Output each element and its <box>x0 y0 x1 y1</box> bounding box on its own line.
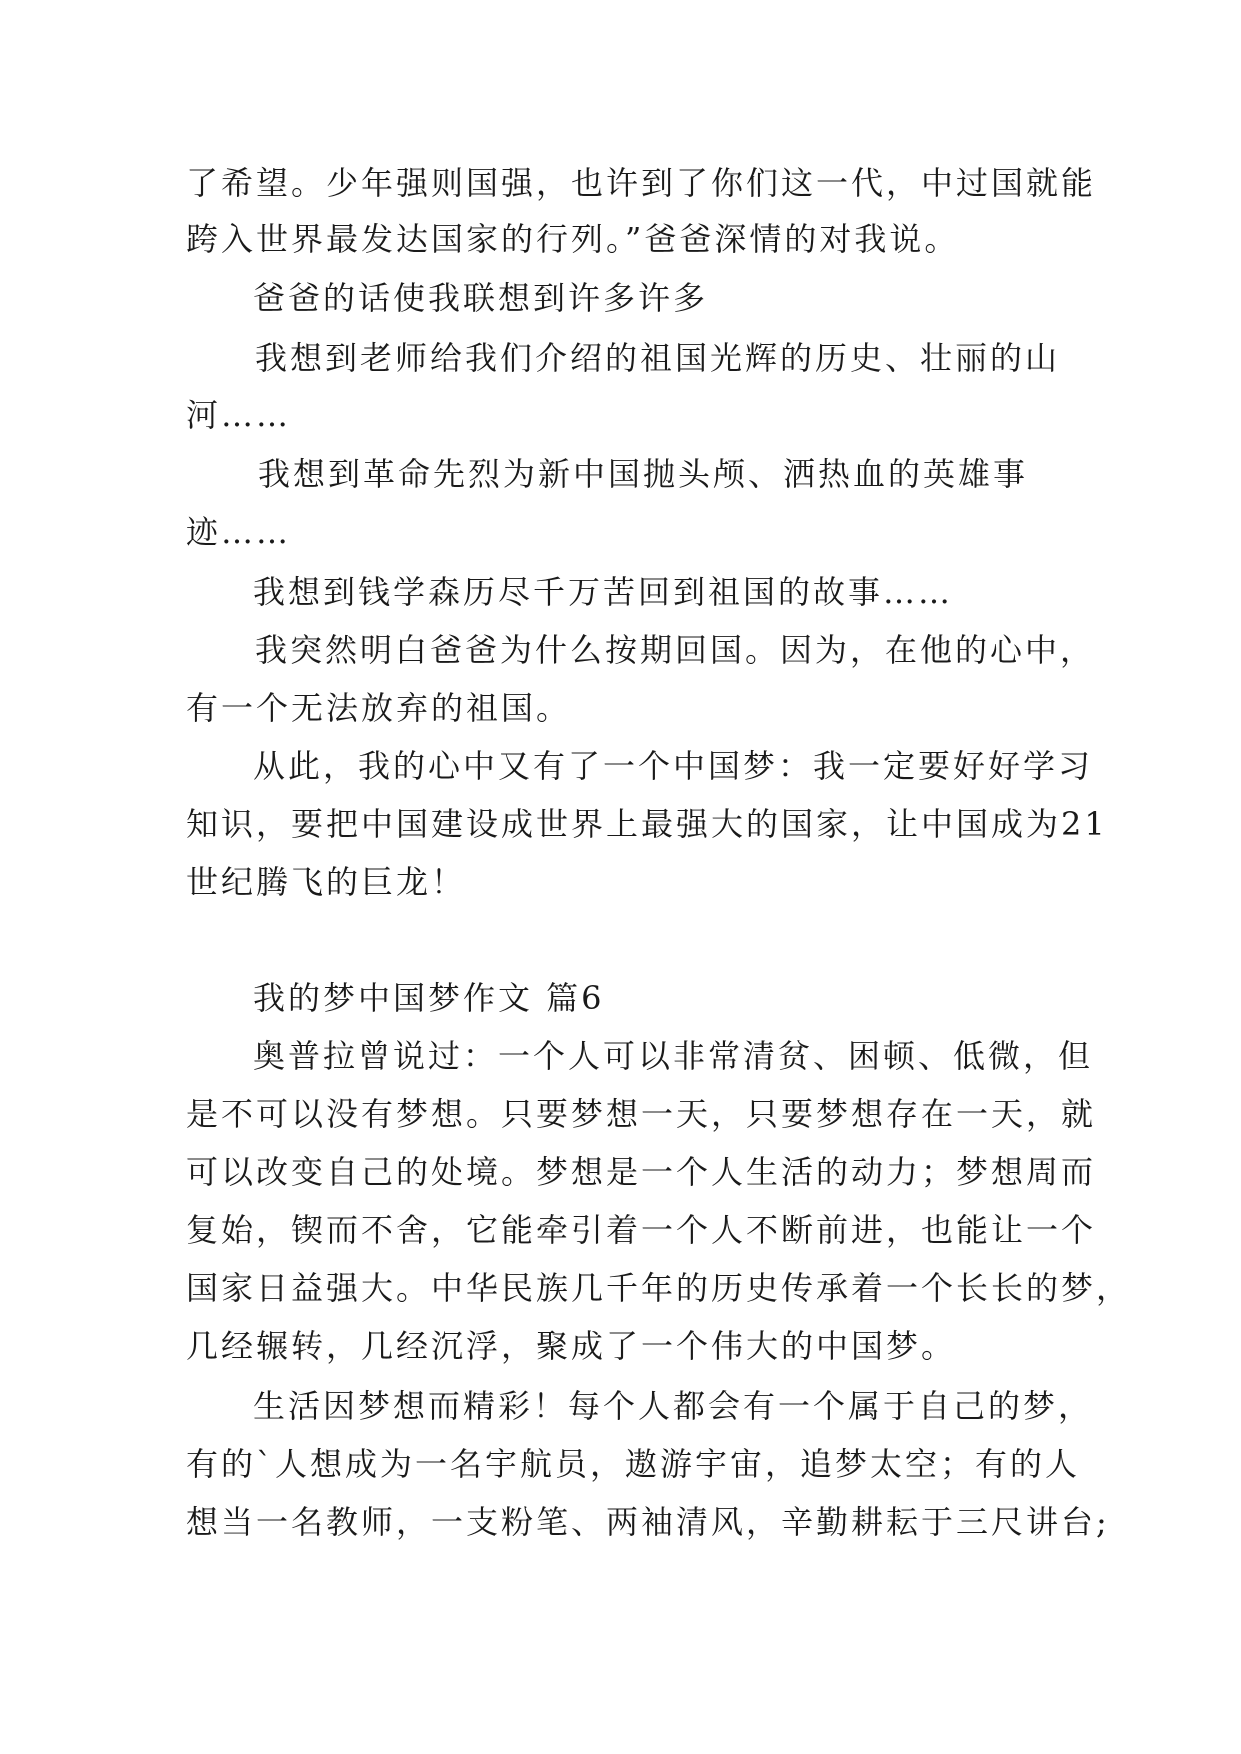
text-line: 迹…… <box>186 513 292 551</box>
text-line: 爸爸的话使我联想到许多许多 <box>253 279 709 317</box>
text-line: 复始，锲而不舍，它能牵引着一个人不断前进，也能让一个 <box>186 1211 1097 1249</box>
text-line: 有一个无法放弃的祖国。 <box>186 689 572 727</box>
text-line: 想当一名教师，一支粉笔、两袖清风，辛勤耕耘于三尺讲台; <box>186 1503 1110 1541</box>
text-line: 世纪腾飞的巨龙！ <box>186 863 467 901</box>
text-line: 我想到钱学森历尽千万苦回到祖国的故事…… <box>253 573 954 611</box>
text-line: 从此，我的心中又有了一个中国梦：我一定要好好学习 <box>253 747 1094 785</box>
text-line: 了希望。少年强则国强，也许到了你们这一代，中过国就能 <box>186 164 1097 202</box>
text-line: 可以改变自己的处境。梦想是一个人生活的动力；梦想周而 <box>186 1153 1097 1191</box>
text-line: 我突然明白爸爸为什么按期回国。因为，在他的心中， <box>255 631 1096 669</box>
text-line: 国家日益强大。中华民族几千年的历史传承着一个长长的梦， <box>186 1269 1132 1307</box>
text-line: 河…… <box>186 396 292 434</box>
section-heading: 我的梦中国梦作文 篇6 <box>253 979 605 1017</box>
text-line: 是不可以没有梦想。只要梦想一天，只要梦想存在一天，就 <box>186 1095 1097 1133</box>
text-line: 我想到老师给我们介绍的祖国光辉的历史、壮丽的山 <box>255 339 1061 377</box>
text-line: 生活因梦想而精彩！每个人都会有一个属于自己的梦， <box>253 1387 1094 1425</box>
text-line: 奥普拉曾说过：一个人可以非常清贫、困顿、低微，但 <box>253 1037 1094 1075</box>
text-line: 跨入世界最发达国家的行列。”爸爸深情的对我说。 <box>186 220 960 258</box>
text-line: 我想到革命先烈为新中国抛头颅、洒热血的英雄事 <box>258 455 1029 493</box>
text-line: 有的`人想成为一名宇航员，遨游宇宙，追梦太空；有的人 <box>186 1445 1081 1483</box>
text-line: 几经辗转，几经沉浮，聚成了一个伟大的中国梦。 <box>186 1327 957 1365</box>
text-line: 知识，要把中国建设成世界上最强大的国家，让中国成为21 <box>186 805 1108 843</box>
